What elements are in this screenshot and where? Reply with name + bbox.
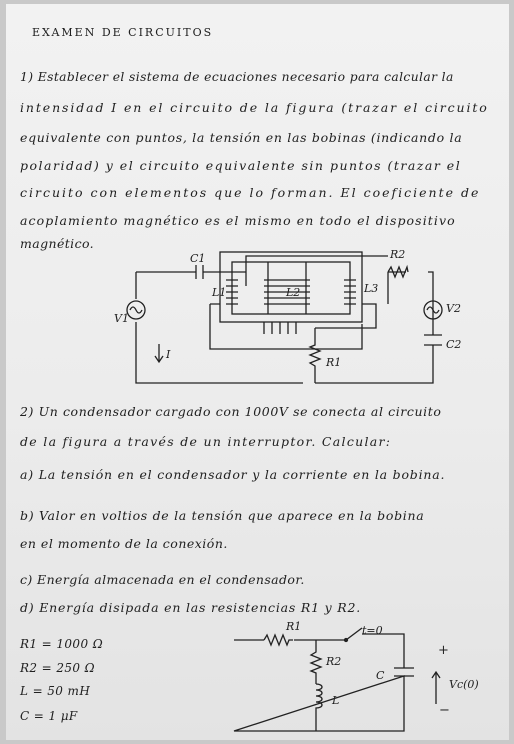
l2-label: L2 (286, 286, 301, 299)
vc-label: Vc(0) (449, 678, 479, 691)
q1-line-1: 1) Establecer el sistema de ecuaciones necesario para calcular la (20, 70, 454, 84)
q1-line-6: acoplamiento magnético es el mismo en todo el dispositivo (20, 213, 456, 228)
switch-label: t=0 (362, 624, 383, 637)
q1-line-5: circuito con elementos que lo forman. El coeficiente de (20, 185, 481, 200)
v1-label: V1 (114, 312, 129, 325)
q2-part-a: a) La tensión en el condensador y la corriente en la bobina. (20, 467, 446, 482)
fig2-l-label: L (332, 694, 340, 707)
q2-part-d: d) Energía disipada en las resistencias R1 y R2. (20, 600, 361, 615)
l1-label: L1 (212, 286, 227, 299)
q2-line-2: de la figura a través de un interruptor. Calcular: (20, 434, 392, 449)
l3-label: L3 (364, 282, 379, 295)
r2-label: R2 (390, 248, 406, 261)
current-label: I (166, 348, 171, 361)
value-l: L = 50 mH (20, 684, 91, 698)
vc-minus-label: − (439, 703, 450, 718)
c1-label: C1 (190, 252, 206, 265)
q2-line-1: 2) Un condensador cargado con 1000V se conecta al circuito (20, 404, 442, 419)
q2-part-b-cont: en el momento de la conexión. (20, 536, 228, 551)
v2-label: V2 (446, 302, 461, 315)
q1-line-4: polaridad) y el circuito equivalente sin puntos (trazar el (20, 158, 462, 173)
exam-title: EXAMEN DE CIRCUITOS (32, 26, 214, 39)
value-c: C = 1 μF (20, 709, 78, 723)
c2-label: C2 (446, 338, 462, 351)
fig2-r2-label: R2 (326, 655, 342, 668)
fig2-c-label: C (376, 669, 385, 682)
r1-label: R1 (326, 356, 342, 369)
figure-2-labels (6, 4, 509, 744)
q1-line-2: intensidad I en el circuito de la figura (trazar el circuito (20, 100, 489, 115)
value-r1: R1 = 1000 Ω (20, 637, 104, 651)
q2-part-c: c) Energía almacenada en el condensador. (20, 572, 305, 587)
q1-line-7: magnético. (20, 236, 95, 251)
exam-sheet (6, 4, 509, 740)
q1-line-3: equivalente con puntos, la tensión en las bobinas (indicando la (20, 130, 463, 145)
q2-part-b: b) Valor en voltios de la tensión que aparece en la bobina (20, 508, 425, 523)
value-r2: R2 = 250 Ω (20, 661, 96, 675)
fig2-r1-label: R1 (286, 620, 302, 633)
vc-plus-label: + (438, 643, 449, 658)
